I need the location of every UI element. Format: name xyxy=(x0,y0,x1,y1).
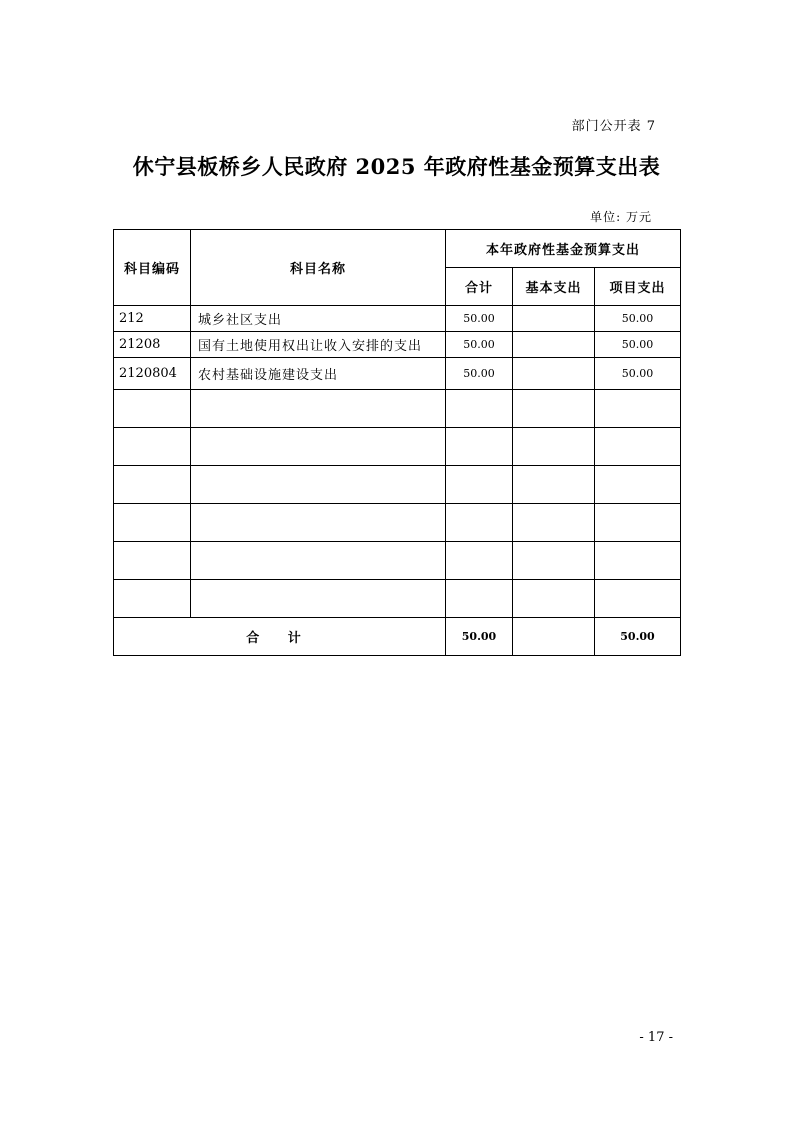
header-project-expenditure: 项目支出 xyxy=(595,268,681,306)
subject-name: 城乡社区支出 xyxy=(191,306,446,332)
summary-project-value: 50.00 xyxy=(595,618,681,656)
summary-label: 合 计 xyxy=(114,618,446,656)
total-value: 50.00 xyxy=(446,306,513,332)
header-subject-name: 科目名称 xyxy=(191,230,446,306)
total-value: 50.00 xyxy=(446,358,513,390)
empty-row xyxy=(114,466,681,504)
summary-total-value: 50.00 xyxy=(446,618,513,656)
table-row xyxy=(114,332,681,358)
header-total: 合计 xyxy=(446,268,513,306)
empty-row xyxy=(114,390,681,428)
page-number: - 17 - xyxy=(639,1030,673,1045)
empty-row xyxy=(114,428,681,466)
basic-value xyxy=(513,332,595,358)
empty-row xyxy=(114,580,681,618)
table-header-row xyxy=(114,230,681,268)
subject-name: 农村基础设施建设支出 xyxy=(191,358,446,390)
header-subject-code: 科目编码 xyxy=(114,230,191,306)
budget-table xyxy=(113,229,681,656)
subject-code: 21208 xyxy=(114,332,191,358)
total-value: 50.00 xyxy=(446,332,513,358)
table-row xyxy=(114,358,681,390)
summary-basic-value xyxy=(513,618,595,656)
basic-value xyxy=(513,306,595,332)
project-value: 50.00 xyxy=(595,306,681,332)
empty-row xyxy=(114,504,681,542)
header-group-expenditure: 本年政府性基金预算支出 xyxy=(446,230,681,268)
summary-row xyxy=(114,618,681,656)
table-row xyxy=(114,306,681,332)
subject-code: 212 xyxy=(114,306,191,332)
header-basic-expenditure: 基本支出 xyxy=(513,268,595,306)
page-title: 休宁县板桥乡人民政府 2025 年政府性基金预算支出表 xyxy=(132,154,661,179)
table-label: 部门公开表 7 xyxy=(571,119,656,134)
project-value: 50.00 xyxy=(595,358,681,390)
subject-code: 2120804 xyxy=(114,358,191,390)
subject-name: 国有土地使用权出让收入安排的支出 xyxy=(191,332,446,358)
unit-label: 单位: 万元 xyxy=(590,210,652,224)
empty-row xyxy=(114,542,681,580)
project-value: 50.00 xyxy=(595,332,681,358)
basic-value xyxy=(513,358,595,390)
